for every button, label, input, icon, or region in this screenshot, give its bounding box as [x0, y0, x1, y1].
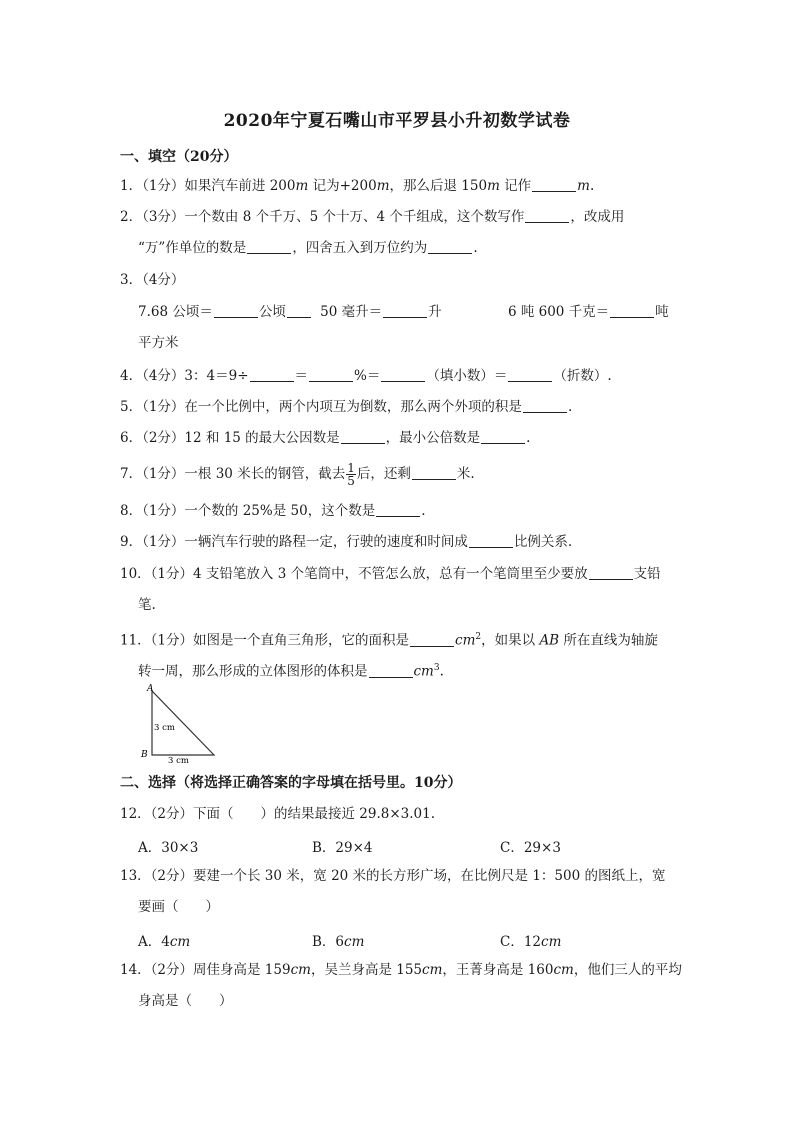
question-9: 9．（1分）一辆汽车行驶的路程一定，行驶的速度和时间成 比例关系.: [120, 534, 573, 550]
answer-blank[interactable]: [508, 367, 552, 382]
question-13: 13．（2分）要建一个长 30 米，宽 20 米的长方形广场，在比例尺是 1：500 的图纸上，宽: [120, 868, 666, 884]
option-a[interactable]: A．4cm: [138, 934, 191, 950]
answer-blank[interactable]: [428, 239, 472, 254]
question-1: 1．（1分）如果汽车前进 200m 记为+200m，那么后退 150m 记作 m.: [120, 178, 595, 194]
question-3: 3．（4分）: [120, 272, 185, 288]
option-a[interactable]: A．30×3: [138, 840, 199, 856]
answer-blank[interactable]: [341, 429, 385, 444]
answer-blank[interactable]: [525, 208, 569, 223]
answer-blank[interactable]: [369, 663, 413, 678]
vertex-label-b: B: [141, 750, 148, 760]
section-heading-fill: 一、填空（20分）: [120, 149, 238, 165]
answer-blank[interactable]: [376, 502, 420, 517]
answer-blank[interactable]: [523, 398, 567, 413]
answer-blank[interactable]: [532, 177, 576, 192]
question-11: 11．（1分）如图是一个直角三角形，它的面积是 $cm^2$，如果以 AB 所在直线为轴旋: [120, 632, 658, 649]
question-4: 4．（4分）3：4＝9÷ ＝ %＝ （填小数）＝ （折数）.: [120, 368, 612, 384]
answer-blank[interactable]: [481, 429, 525, 444]
question-10-cont: 笔.: [138, 597, 156, 613]
question-11-cont: 转一周，那么形成的立体图形的体积是 $cm^3$.: [138, 663, 444, 680]
answer-blank[interactable]: [309, 367, 353, 382]
option-c[interactable]: C．29×3: [500, 840, 561, 856]
answer-blank[interactable]: [383, 303, 427, 318]
right-triangle-figure: [138, 682, 224, 764]
question-3-items: 7.68 公顷＝ 公顷 50 毫升＝ 升 6 吨 600 千克＝ 吨: [138, 304, 669, 320]
question-14-cont: 身高是（ ）: [138, 993, 233, 1009]
option-b[interactable]: B．29×4: [312, 840, 373, 856]
question-7: 7．（1分）一根 30 米长的钢管，截去 $\frac{1}{5}$ 后，还剩 米.: [120, 461, 475, 488]
question-10: 10．（1分）4 支铅笔放入 3 个笔筒中，不管怎么放，总有一个笔筒里至少要放 支铅: [120, 566, 661, 582]
answer-blank[interactable]: [410, 632, 454, 647]
answer-blank[interactable]: [412, 465, 456, 480]
answer-blank[interactable]: [247, 239, 291, 254]
question-8: 8．（1分）一个数的 25%是 50，这个数是 .: [120, 503, 426, 519]
answer-blank[interactable]: [381, 367, 425, 382]
option-c[interactable]: C．12cm: [500, 934, 562, 950]
answer-blank[interactable]: [250, 367, 294, 382]
question-12: 12．（2分）下面（ ）的结果最接近 29.8×3.01.: [120, 806, 436, 822]
answer-blank[interactable]: [610, 303, 654, 318]
question-6: 6．（2分）12 和 15 的最大公因数是 ，最小公倍数是 .: [120, 430, 531, 446]
question-2-cont: “万”作单位的数是 ，四舍五入到万位约为 .: [138, 240, 478, 256]
option-b[interactable]: B．6cm: [312, 934, 365, 950]
question-13-cont: 要画（ ）: [138, 899, 219, 915]
question-3-cont: 平方米: [138, 335, 179, 351]
answer-blank[interactable]: [287, 303, 311, 318]
section-heading-choice: 二、选择（将选择正确答案的字母填在括号里。10分）: [120, 775, 462, 791]
page-title: 2020年宁夏石嘴山市平罗县小升初数学试卷: [223, 111, 571, 131]
question-5: 5．（1分）在一个比例中，两个内项互为倒数，那么两个外项的积是 .: [120, 399, 573, 415]
side-label-vertical: 3 cm: [154, 723, 175, 733]
answer-blank[interactable]: [469, 533, 513, 548]
question-14: 14．（2分）周佳身高是 159cm，吴兰身高是 155cm，王菁身高是 160cm，他们三人的平均: [120, 962, 682, 978]
side-label-horizontal: 3 cm: [168, 756, 189, 764]
answer-blank[interactable]: [214, 303, 258, 318]
fraction-one-fifth: $\frac{1}{5}$: [347, 461, 355, 488]
vertex-label-a: A: [147, 684, 154, 694]
answer-blank[interactable]: [589, 565, 633, 580]
question-2: 2．（3分）一个数由 8 个千万、5 个十万、4 个千组成，这个数写作 ，改成用: [120, 209, 625, 225]
